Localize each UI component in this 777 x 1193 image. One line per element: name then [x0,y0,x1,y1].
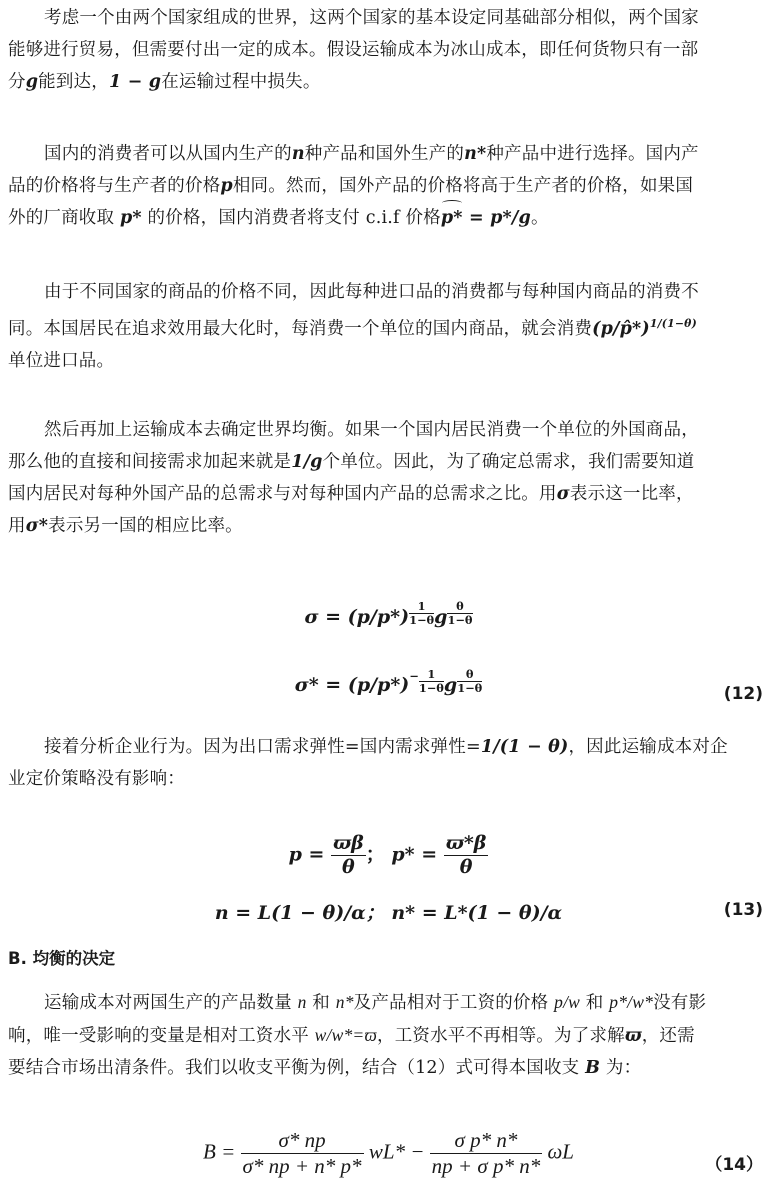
p1-line-1: 考虑一个由两个国家组成的世界，这两个国家的基本设定同基础部分相似，两个国家 [44,8,699,28]
p2-line-2: 品的价格将与生产者的价格p相同。然而，国外产品的价格将高于生产者的价格，如果国 [8,176,694,196]
p6-line-2: 响，唯一受影响的变量是相对工资水平 w/w*=ϖ，工资水平不再相等。为了求解ϖ，还需 [8,1025,695,1046]
p3-line-3: 单位进口品。 [8,350,115,371]
paragraph-6 [8,986,766,1084]
paragraph-2 [8,138,766,234]
p4-line-3: 国内居民对每种外国产品的总需求与对每种国内产品的总需求之比。用σ表示这一比率， [8,484,694,504]
equation-number-12: (12) [723,684,763,704]
p6-line-3: 要结合市场出清条件。我们以收支平衡为例，结合（12）式可得本国收支 B 为： [8,1058,642,1078]
paragraph-3 [8,276,766,377]
p1-line-2: 能够进行贸易，但需要付出一定的成本。假设运输成本为冰山成本，即任何货物只有一部 [8,40,699,60]
equation-number-14: （14） [705,1155,763,1175]
p5-line-2: 业定价策略没有影响： [8,769,185,789]
equation-13a: p = $\frac{ϖ\beta}{\theta}$ ； p* = $\frac{ϖ*\beta}{\theta}$ [288,832,487,878]
paragraph-1 [8,2,766,98]
p4-line-1: 然后再加上运输成本去确定世界均衡。如果一个国内居民消费一个单位的外国商品， [44,420,699,440]
p3-line-2: 同。本国居民在追求效用最大化时，每消费一个单位的国内商品，就会消费(p/p̂*)$^{1/(1-\theta)}$ [8,317,697,339]
p5-line-1: 接着分析企业行为。因为出口需求弹性=国内需求弹性=1/(1 − θ)，因此运输成本对企 [44,737,728,757]
p4-line-2: 那么他的直接和间接需求加起来就是1/g个单位。因此，为了确定总需求，我们需要知道 [8,452,695,472]
paragraph-5 [8,731,766,795]
equation-number-13: (13) [723,900,763,920]
p4-line-4: 用σ*表示另一国的相应比率。 [8,516,243,536]
section-heading: B. 均衡的决定 [8,949,116,968]
paragraph-4 [8,414,766,542]
p3-line-1: 由于不同国家的商品的价格不同，因此每种进口品的消费都与每种国内商品的消费不 [44,282,699,302]
equation-14: B = $\frac{\sigma* np}{\sigma* np + n* p*}$ wL* − $\frac{\text{σ p* n*}}{\text{np + σ p* n*}}$ ωL [203,1128,574,1179]
p2-line-1: 国内的消费者可以从国内生产的n种产品和国外生产的n*种产品中进行选择。国内产 [44,144,699,164]
equation-12a: σ = (p/p*) $\frac{1}{1-\theta}$ g $\frac{\theta}{1-\theta}$ [304,599,473,628]
equation-12b: σ* = (p/p*)− $\frac{1}{1-\theta}$ g $\frac{\theta}{1-\theta}$ [294,667,483,696]
p1-line-3: 分g能到达，1 − g在运输过程中损失。 [8,72,321,92]
p6-line-1: 运输成本对两国生产的产品数量 n 和 n*及产品相对于工资的价格 p/w 和 p*/w*没有影 [44,992,707,1013]
equation-13b: n = L(1 − θ)/α； n* = L*(1 − θ)/α [214,902,563,924]
p2-line-3: 外的厂商收取 p* 的价格，国内消费者将支付 c.i.f 价格p* = p*/g。 [8,202,766,234]
